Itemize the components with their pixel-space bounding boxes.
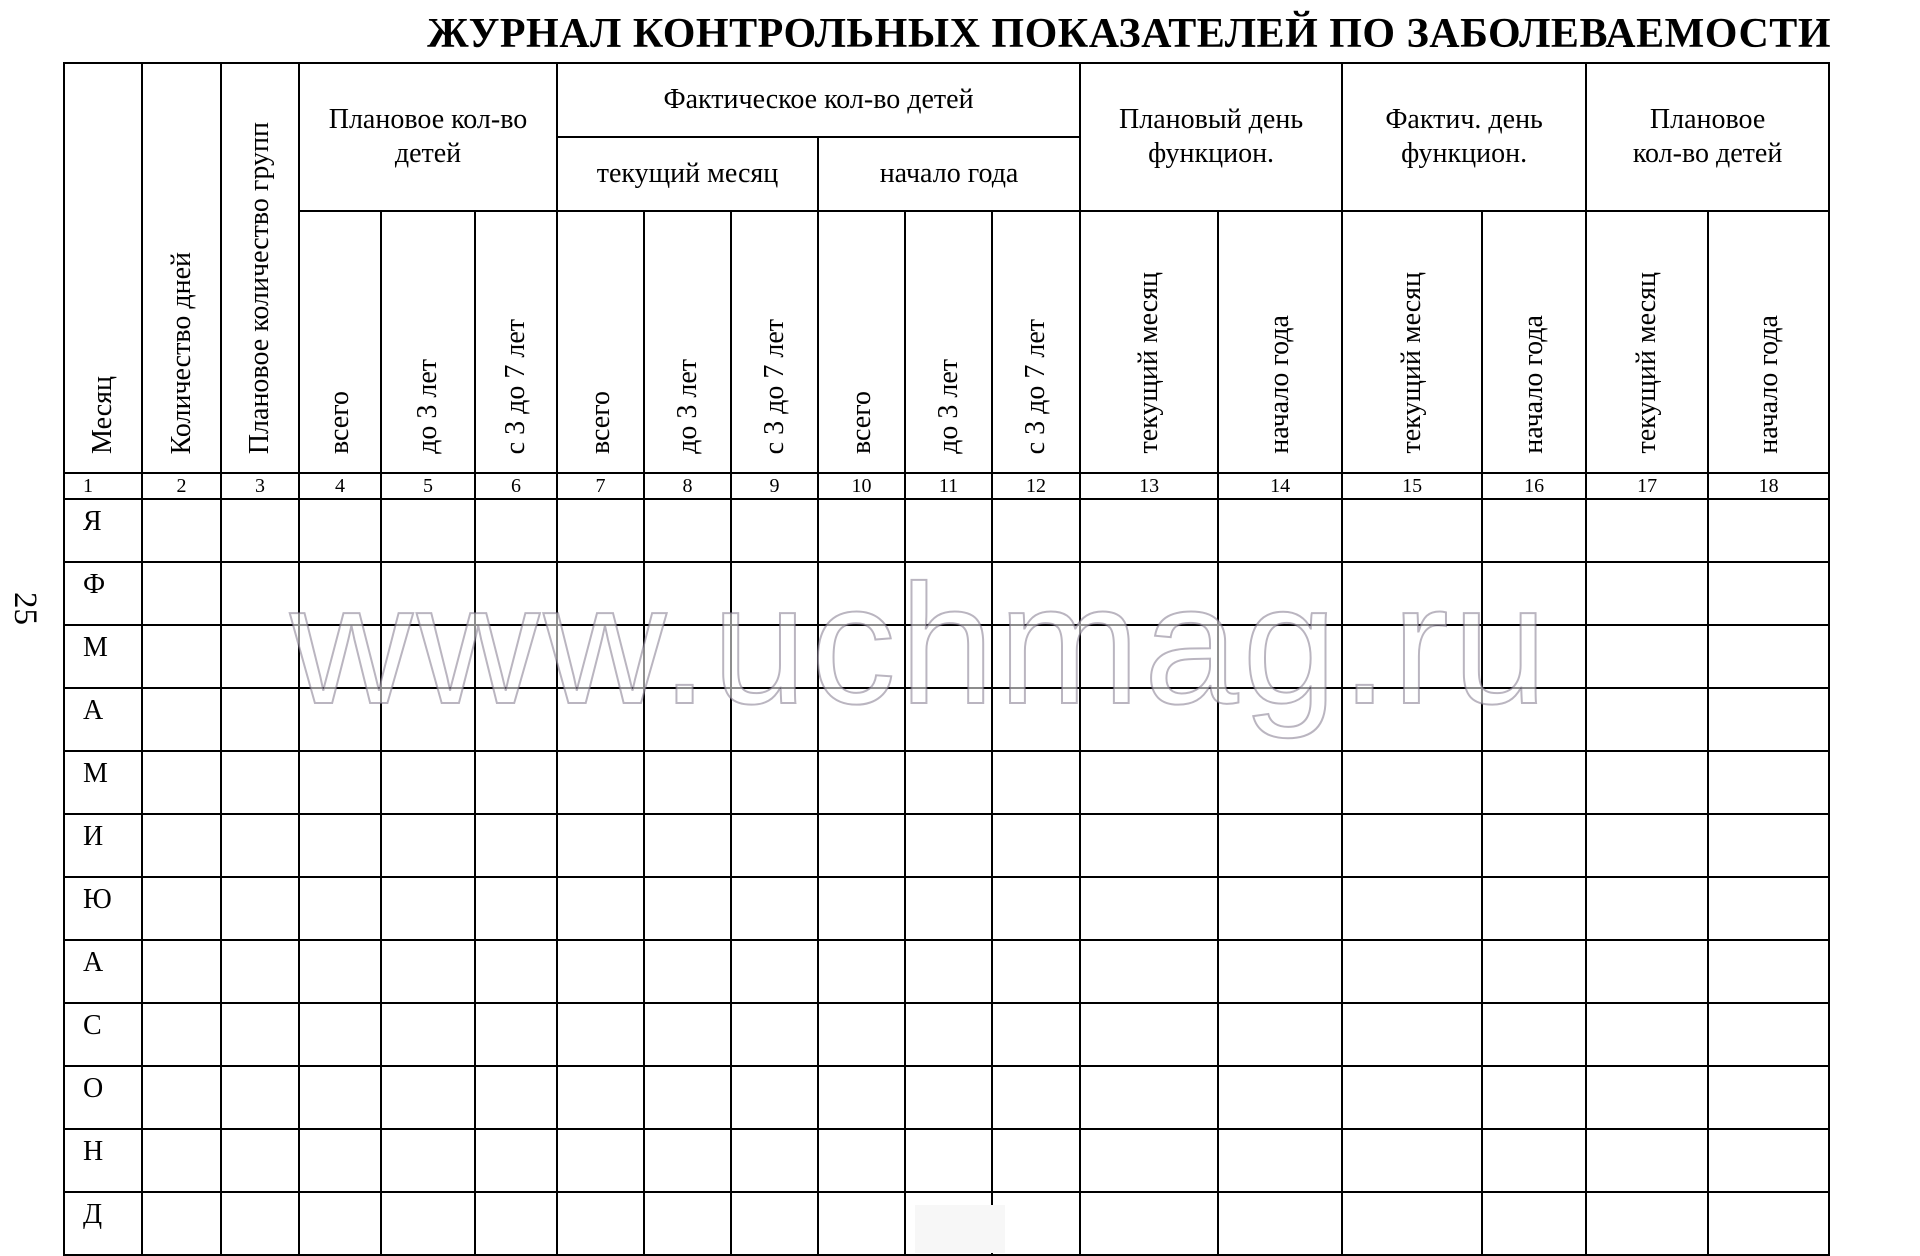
- entry-cell[interactable]: [142, 625, 221, 688]
- entry-cell[interactable]: [992, 1192, 1080, 1255]
- entry-cell[interactable]: [1080, 940, 1218, 1003]
- entry-cell[interactable]: [142, 814, 221, 877]
- table-row: [64, 751, 1829, 814]
- entry-cell[interactable]: [142, 751, 221, 814]
- entry-cell[interactable]: [1080, 499, 1218, 562]
- entry-cell[interactable]: [1080, 814, 1218, 877]
- entry-cell[interactable]: [818, 1066, 905, 1129]
- entry-cell[interactable]: [142, 1129, 221, 1192]
- table-row: [64, 1066, 1829, 1129]
- entry-cell[interactable]: [818, 814, 905, 877]
- entry-cell[interactable]: [1708, 1129, 1829, 1192]
- entry-cell[interactable]: [644, 562, 731, 625]
- month-cell: А: [64, 940, 142, 1003]
- footer-tab: [915, 1205, 1005, 1253]
- entry-cell[interactable]: [221, 1003, 299, 1066]
- entry-cell[interactable]: [1586, 1192, 1708, 1255]
- header-actual-day: Фактич. день функцион.: [1342, 63, 1586, 211]
- month-cell: Ю: [64, 877, 142, 940]
- entry-cell[interactable]: [905, 877, 992, 940]
- entry-cell[interactable]: [142, 688, 221, 751]
- entry-cell[interactable]: [1218, 877, 1342, 940]
- entry-cell[interactable]: [1218, 499, 1342, 562]
- column-number: 7: [557, 473, 644, 499]
- entry-cell[interactable]: [818, 877, 905, 940]
- column-number: 6: [475, 473, 557, 499]
- entry-cell[interactable]: [221, 877, 299, 940]
- entry-cell[interactable]: [1586, 688, 1708, 751]
- header-planned-children: Плановое кол-во детей: [299, 63, 557, 211]
- entry-cell[interactable]: [905, 751, 992, 814]
- entry-cell[interactable]: [905, 625, 992, 688]
- entry-cell[interactable]: [731, 1066, 818, 1129]
- entry-cell[interactable]: [381, 751, 475, 814]
- page-number: 25: [7, 592, 43, 625]
- entry-cell[interactable]: [475, 1129, 557, 1192]
- entry-cell[interactable]: [1342, 499, 1482, 562]
- entry-cell[interactable]: [818, 1192, 905, 1255]
- table-row: [64, 1129, 1829, 1192]
- header-actual-year-start: начало года: [818, 137, 1080, 211]
- entry-cell[interactable]: [1586, 751, 1708, 814]
- entry-cell[interactable]: [644, 751, 731, 814]
- table-row: [64, 814, 1829, 877]
- entry-cell[interactable]: [1342, 1066, 1482, 1129]
- month-cell: С: [64, 1003, 142, 1066]
- entry-cell[interactable]: [1342, 877, 1482, 940]
- entry-cell[interactable]: [1708, 562, 1829, 625]
- entry-cell[interactable]: [381, 499, 475, 562]
- entry-cell[interactable]: [475, 499, 557, 562]
- entry-cell[interactable]: [381, 877, 475, 940]
- header-month: Месяц: [64, 63, 142, 473]
- entry-cell[interactable]: [381, 625, 475, 688]
- entry-cell[interactable]: [557, 1129, 644, 1192]
- entry-cell[interactable]: [1218, 814, 1342, 877]
- journal-table: [63, 62, 1830, 1256]
- entry-cell[interactable]: [731, 688, 818, 751]
- entry-cell[interactable]: [905, 688, 992, 751]
- entry-cell[interactable]: [475, 940, 557, 1003]
- entry-cell[interactable]: [1342, 1003, 1482, 1066]
- entry-cell[interactable]: [1218, 1192, 1342, 1255]
- entry-cell[interactable]: [557, 499, 644, 562]
- entry-cell[interactable]: [1482, 1066, 1586, 1129]
- entry-cell[interactable]: [557, 1066, 644, 1129]
- entry-cell[interactable]: [475, 877, 557, 940]
- entry-cell[interactable]: [557, 814, 644, 877]
- entry-cell[interactable]: [381, 1129, 475, 1192]
- header-planned-children-2: Плановое кол-во детей: [1586, 63, 1829, 211]
- entry-cell[interactable]: [557, 751, 644, 814]
- entry-cell[interactable]: [475, 1003, 557, 1066]
- entry-cell[interactable]: [731, 562, 818, 625]
- entry-cell[interactable]: [221, 751, 299, 814]
- column-number: 14: [1218, 473, 1342, 499]
- entry-cell[interactable]: [221, 625, 299, 688]
- entry-cell[interactable]: [1482, 625, 1586, 688]
- entry-cell[interactable]: [644, 1066, 731, 1129]
- entry-cell[interactable]: [557, 877, 644, 940]
- entry-cell[interactable]: [142, 877, 221, 940]
- entry-cell[interactable]: [1080, 877, 1218, 940]
- column-number: 1: [64, 473, 142, 499]
- entry-cell[interactable]: [1080, 1192, 1218, 1255]
- entry-cell[interactable]: [221, 1192, 299, 1255]
- entry-cell[interactable]: [992, 499, 1080, 562]
- header-year-start: начало года: [1218, 211, 1342, 473]
- entry-cell[interactable]: [1080, 1003, 1218, 1066]
- header-planned-groups: Плановое количество групп: [221, 63, 299, 473]
- entry-cell[interactable]: [557, 1003, 644, 1066]
- entry-cell[interactable]: [1482, 940, 1586, 1003]
- entry-cell[interactable]: [905, 1003, 992, 1066]
- header-current-month: текущий месяц: [1586, 211, 1708, 473]
- entry-cell[interactable]: [818, 562, 905, 625]
- entry-cell[interactable]: [1586, 1129, 1708, 1192]
- entry-cell[interactable]: [1342, 751, 1482, 814]
- table-row: [64, 1003, 1829, 1066]
- entry-cell[interactable]: [299, 688, 381, 751]
- entry-cell[interactable]: [557, 688, 644, 751]
- entry-cell[interactable]: [1708, 625, 1829, 688]
- entry-cell[interactable]: [1708, 499, 1829, 562]
- entry-cell[interactable]: [1342, 625, 1482, 688]
- entry-cell[interactable]: [1342, 814, 1482, 877]
- entry-cell[interactable]: [992, 1003, 1080, 1066]
- header-total: всего: [557, 211, 644, 473]
- entry-cell[interactable]: [905, 499, 992, 562]
- column-number: 15: [1342, 473, 1482, 499]
- entry-cell[interactable]: [731, 814, 818, 877]
- entry-cell[interactable]: [644, 688, 731, 751]
- entry-cell[interactable]: [299, 499, 381, 562]
- entry-cell[interactable]: [992, 625, 1080, 688]
- entry-cell[interactable]: [1708, 814, 1829, 877]
- column-number: 12: [992, 473, 1080, 499]
- entry-cell[interactable]: [221, 940, 299, 1003]
- entry-cell[interactable]: [299, 1129, 381, 1192]
- column-number: 11: [905, 473, 992, 499]
- entry-cell[interactable]: [644, 1129, 731, 1192]
- entry-cell[interactable]: [1342, 940, 1482, 1003]
- header-planned-day: Плановый день функцион.: [1080, 63, 1342, 211]
- entry-cell[interactable]: [992, 877, 1080, 940]
- entry-cell[interactable]: [644, 940, 731, 1003]
- entry-cell[interactable]: [644, 499, 731, 562]
- header-year-start: начало года: [1708, 211, 1829, 473]
- entry-cell[interactable]: [1482, 751, 1586, 814]
- entry-cell[interactable]: [1482, 688, 1586, 751]
- header-current-month: текущий месяц: [1342, 211, 1482, 473]
- month-cell: М: [64, 625, 142, 688]
- month-cell: Я: [64, 499, 142, 562]
- entry-cell[interactable]: [1586, 1003, 1708, 1066]
- header-under3: до 3 лет: [644, 211, 731, 473]
- entry-cell[interactable]: [818, 1003, 905, 1066]
- column-number: 4: [299, 473, 381, 499]
- entry-cell[interactable]: [992, 1129, 1080, 1192]
- entry-cell[interactable]: [905, 562, 992, 625]
- column-number: 17: [1586, 473, 1708, 499]
- entry-cell[interactable]: [381, 1066, 475, 1129]
- entry-cell[interactable]: [1482, 499, 1586, 562]
- entry-cell[interactable]: [992, 562, 1080, 625]
- entry-cell[interactable]: [475, 751, 557, 814]
- entry-cell[interactable]: [731, 625, 818, 688]
- entry-cell[interactable]: [1586, 814, 1708, 877]
- entry-cell[interactable]: [818, 499, 905, 562]
- entry-cell[interactable]: [381, 1192, 475, 1255]
- column-number: 2: [142, 473, 221, 499]
- entry-cell[interactable]: [381, 1003, 475, 1066]
- entry-cell[interactable]: [221, 688, 299, 751]
- entry-cell[interactable]: [731, 499, 818, 562]
- entry-cell[interactable]: [299, 1003, 381, 1066]
- entry-cell[interactable]: [1080, 562, 1218, 625]
- entry-cell[interactable]: [381, 562, 475, 625]
- entry-cell[interactable]: [644, 1003, 731, 1066]
- column-number: 18: [1708, 473, 1829, 499]
- page-title: ЖУРНАЛ КОНТРОЛЬНЫХ ПОКАЗАТЕЛЕЙ ПО ЗАБОЛЕВАЕМОСТИ: [427, 11, 1831, 57]
- column-number: 10: [818, 473, 905, 499]
- entry-cell[interactable]: [142, 499, 221, 562]
- month-cell: И: [64, 814, 142, 877]
- header-under3: до 3 лет: [905, 211, 992, 473]
- column-number: 5: [381, 473, 475, 499]
- entry-cell[interactable]: [1218, 940, 1342, 1003]
- month-cell: А: [64, 688, 142, 751]
- entry-cell[interactable]: [1482, 562, 1586, 625]
- entry-cell[interactable]: [1482, 1003, 1586, 1066]
- entry-cell[interactable]: [142, 1003, 221, 1066]
- entry-cell[interactable]: [644, 877, 731, 940]
- entry-cell[interactable]: [992, 1066, 1080, 1129]
- entry-cell[interactable]: [731, 1192, 818, 1255]
- entry-cell[interactable]: [1708, 1003, 1829, 1066]
- entry-cell[interactable]: [475, 625, 557, 688]
- header-from3to7: с 3 до 7 лет: [475, 211, 557, 473]
- column-number-row: [64, 473, 1829, 499]
- entry-cell[interactable]: [475, 688, 557, 751]
- header-under3: до 3 лет: [381, 211, 475, 473]
- header-total: всего: [818, 211, 905, 473]
- entry-cell[interactable]: [557, 562, 644, 625]
- entry-cell[interactable]: [142, 562, 221, 625]
- entry-cell[interactable]: [1482, 814, 1586, 877]
- entry-cell[interactable]: [1708, 751, 1829, 814]
- entry-cell[interactable]: [905, 940, 992, 1003]
- entry-cell[interactable]: [992, 814, 1080, 877]
- entry-cell[interactable]: [221, 814, 299, 877]
- entry-cell[interactable]: [1708, 688, 1829, 751]
- table-row: [64, 625, 1829, 688]
- entry-cell[interactable]: [299, 1192, 381, 1255]
- entry-cell[interactable]: [475, 814, 557, 877]
- column-number: 13: [1080, 473, 1218, 499]
- table-row: [64, 877, 1829, 940]
- month-cell: Д: [64, 1192, 142, 1255]
- entry-cell[interactable]: [1080, 751, 1218, 814]
- entry-cell[interactable]: [1586, 499, 1708, 562]
- entry-cell[interactable]: [299, 940, 381, 1003]
- data-rows: [64, 499, 1829, 1255]
- entry-cell[interactable]: [1708, 877, 1829, 940]
- entry-cell[interactable]: [644, 1192, 731, 1255]
- entry-cell[interactable]: [905, 814, 992, 877]
- header-from3to7: с 3 до 7 лет: [992, 211, 1080, 473]
- entry-cell[interactable]: [1080, 1129, 1218, 1192]
- column-number: 8: [644, 473, 731, 499]
- entry-cell[interactable]: [1586, 940, 1708, 1003]
- entry-cell[interactable]: [1586, 1066, 1708, 1129]
- month-cell: Н: [64, 1129, 142, 1192]
- entry-cell[interactable]: [644, 625, 731, 688]
- entry-cell[interactable]: [1218, 625, 1342, 688]
- entry-cell[interactable]: [1342, 562, 1482, 625]
- header-actual-current-month: текущий месяц: [557, 137, 818, 211]
- entry-cell[interactable]: [818, 688, 905, 751]
- entry-cell[interactable]: [381, 688, 475, 751]
- month-cell: Ф: [64, 562, 142, 625]
- entry-cell[interactable]: [1586, 562, 1708, 625]
- watermark: www.uchmag.ru: [290, 550, 1552, 740]
- entry-cell[interactable]: [992, 940, 1080, 1003]
- entry-cell[interactable]: [1080, 688, 1218, 751]
- entry-cell[interactable]: [221, 1066, 299, 1129]
- table-row: [64, 562, 1829, 625]
- entry-cell[interactable]: [1708, 1066, 1829, 1129]
- entry-cell[interactable]: [1482, 1129, 1586, 1192]
- header-current-month: текущий месяц: [1080, 211, 1218, 473]
- entry-cell[interactable]: [475, 1066, 557, 1129]
- table-row: [64, 688, 1829, 751]
- column-number: 16: [1482, 473, 1586, 499]
- entry-cell[interactable]: [731, 940, 818, 1003]
- entry-cell[interactable]: [818, 940, 905, 1003]
- entry-cell[interactable]: [1080, 625, 1218, 688]
- entry-cell[interactable]: [731, 1129, 818, 1192]
- entry-cell[interactable]: [299, 625, 381, 688]
- header-total: всего: [299, 211, 381, 473]
- entry-cell[interactable]: [731, 877, 818, 940]
- entry-cell[interactable]: [644, 814, 731, 877]
- entry-cell[interactable]: [818, 1129, 905, 1192]
- entry-cell[interactable]: [1218, 1003, 1342, 1066]
- entry-cell[interactable]: [818, 625, 905, 688]
- entry-cell[interactable]: [381, 814, 475, 877]
- entry-cell[interactable]: [731, 751, 818, 814]
- entry-cell[interactable]: [221, 499, 299, 562]
- table-row: [64, 940, 1829, 1003]
- entry-cell[interactable]: [299, 1066, 381, 1129]
- entry-cell[interactable]: [299, 562, 381, 625]
- entry-cell[interactable]: [1586, 877, 1708, 940]
- month-cell: М: [64, 751, 142, 814]
- entry-cell[interactable]: [1708, 1192, 1829, 1255]
- entry-cell[interactable]: [1218, 688, 1342, 751]
- column-number: 3: [221, 473, 299, 499]
- entry-cell[interactable]: [905, 1066, 992, 1129]
- entry-cell[interactable]: [475, 1192, 557, 1255]
- entry-cell[interactable]: [1482, 877, 1586, 940]
- entry-cell[interactable]: [381, 940, 475, 1003]
- entry-cell[interactable]: [557, 625, 644, 688]
- header-actual-children: Фактическое кол-во детей: [557, 63, 1080, 137]
- entry-cell[interactable]: [1342, 1192, 1482, 1255]
- entry-cell[interactable]: [475, 562, 557, 625]
- entry-cell[interactable]: [299, 751, 381, 814]
- entry-cell[interactable]: [557, 940, 644, 1003]
- entry-cell[interactable]: [1218, 562, 1342, 625]
- entry-cell[interactable]: [142, 1066, 221, 1129]
- table-row: [64, 499, 1829, 562]
- entry-cell[interactable]: [221, 562, 299, 625]
- entry-cell[interactable]: [1080, 1066, 1218, 1129]
- entry-cell[interactable]: [905, 1129, 992, 1192]
- entry-cell[interactable]: [1342, 688, 1482, 751]
- entry-cell[interactable]: [299, 877, 381, 940]
- entry-cell[interactable]: [1218, 751, 1342, 814]
- entry-cell[interactable]: [221, 1129, 299, 1192]
- entry-cell[interactable]: [818, 751, 905, 814]
- header-from3to7: с 3 до 7 лет: [731, 211, 818, 473]
- entry-cell[interactable]: [1342, 1129, 1482, 1192]
- header-year-start: начало года: [1482, 211, 1586, 473]
- entry-cell[interactable]: [142, 1192, 221, 1255]
- entry-cell[interactable]: [731, 1003, 818, 1066]
- entry-cell[interactable]: [1482, 1192, 1586, 1255]
- entry-cell[interactable]: [1586, 625, 1708, 688]
- entry-cell[interactable]: [1708, 940, 1829, 1003]
- header-days-count: Количество дней: [142, 63, 221, 473]
- entry-cell[interactable]: [299, 814, 381, 877]
- column-number: 9: [731, 473, 818, 499]
- entry-cell[interactable]: [142, 940, 221, 1003]
- entry-cell[interactable]: [557, 1192, 644, 1255]
- entry-cell[interactable]: [992, 688, 1080, 751]
- entry-cell[interactable]: [1218, 1129, 1342, 1192]
- entry-cell[interactable]: [992, 751, 1080, 814]
- entry-cell[interactable]: [1218, 1066, 1342, 1129]
- month-cell: О: [64, 1066, 142, 1129]
